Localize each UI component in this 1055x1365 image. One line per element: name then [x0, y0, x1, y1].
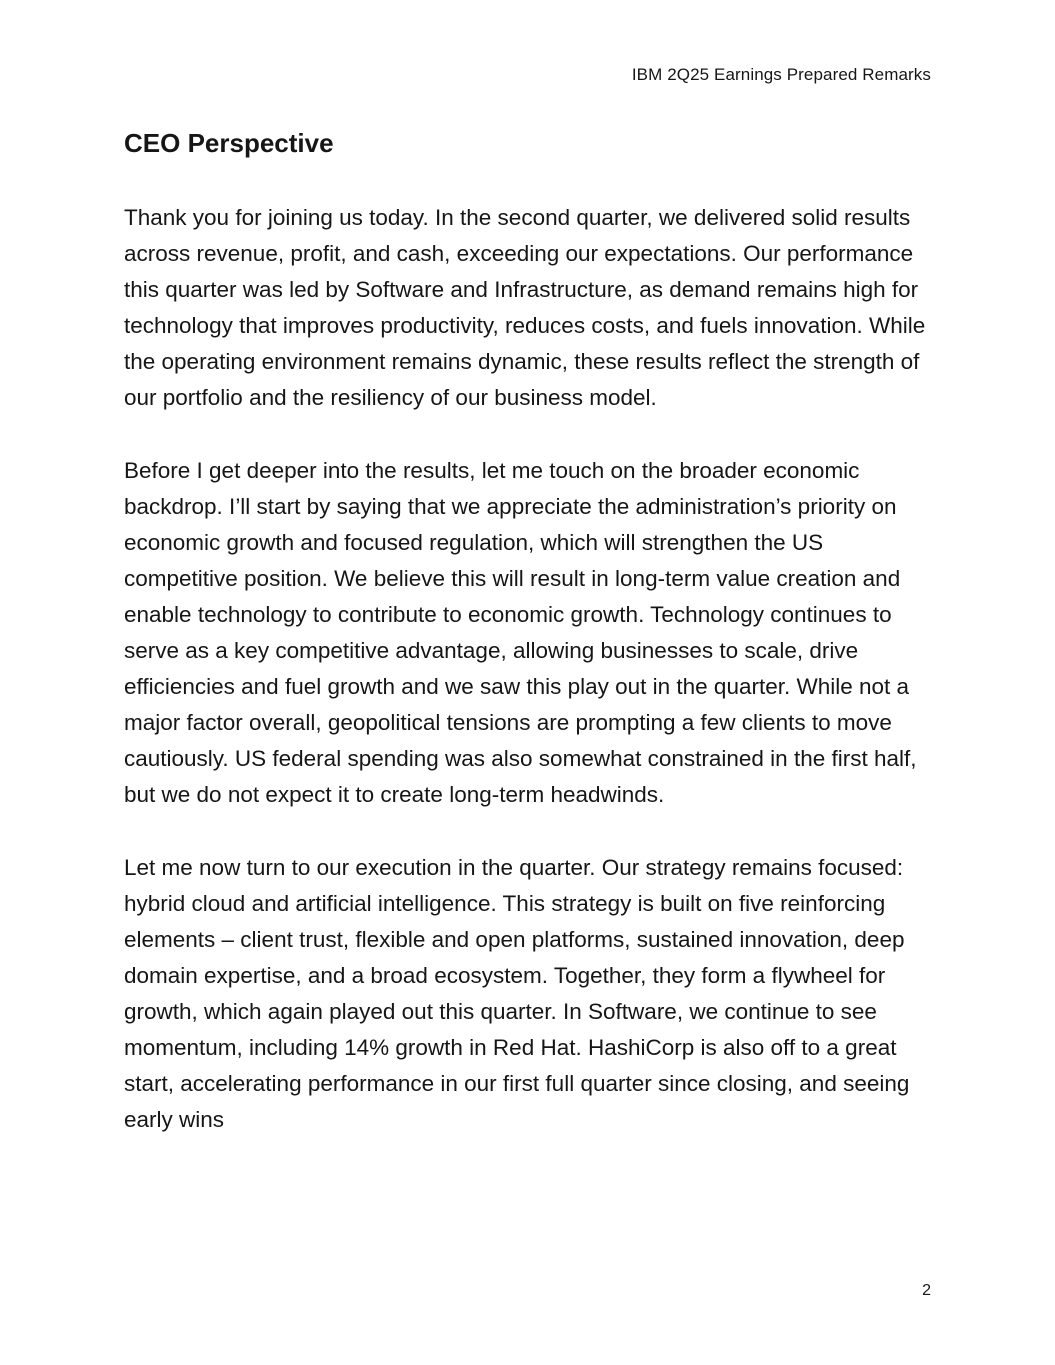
body-paragraph-2: Before I get deeper into the results, let me touch on the broader economic backdrop. I’ll start by saying that we appreciate the administration’s priority on economic growth and focused regulation, which will strengthen the US competitive position. We believe this will result in long-term value creation and enable technology to contribute to economic growth. Technology continues to serve as a key competitive advantage, allowing businesses to scale, drive efficiencies and fuel growth and we saw this play out in the quarter. While not a major factor overall, geopolitical tensions are prompting a few clients to move cautiously. US federal spending was also somewhat constrained in the first half, but we do not expect it to create long-term headwinds. [124, 457, 917, 808]
main-content [124, 126, 932, 1138]
page-number: 2 [922, 1282, 931, 1299]
running-header: IBM 2Q25 Earnings Prepared Remarks [631, 65, 931, 84]
body-paragraph-3: Let me now turn to our execution in the quarter. Our strategy remains focused: hybrid cloud and artificial intelligence. This strategy is built on five reinforcing elements – client trust, flexible and open platforms, sustained innovation, deep domain expertise, and a broad ecosystem. Together, they form a flywheel for growth, which again played out this quarter. In Software, we continue to see momentum, including 14% growth in Red Hat. HashiCorp is also off to a great start, accelerating performance in our first full quarter since closing, and seeing early wins [124, 854, 910, 1133]
body-paragraph-1: Thank you for joining us today. In the second quarter, we delivered solid results across revenue, profit, and cash, exceeding our expectations. Our performance this quarter was led by Software and Infrastructure, as demand remains high for technology that improves productivity, reduces costs, and fuels innovation. While the operating environment remains dynamic, these results reflect the strength of our portfolio and the resiliency of our business model. [124, 205, 926, 411]
section-title: CEO Perspective [124, 128, 334, 158]
